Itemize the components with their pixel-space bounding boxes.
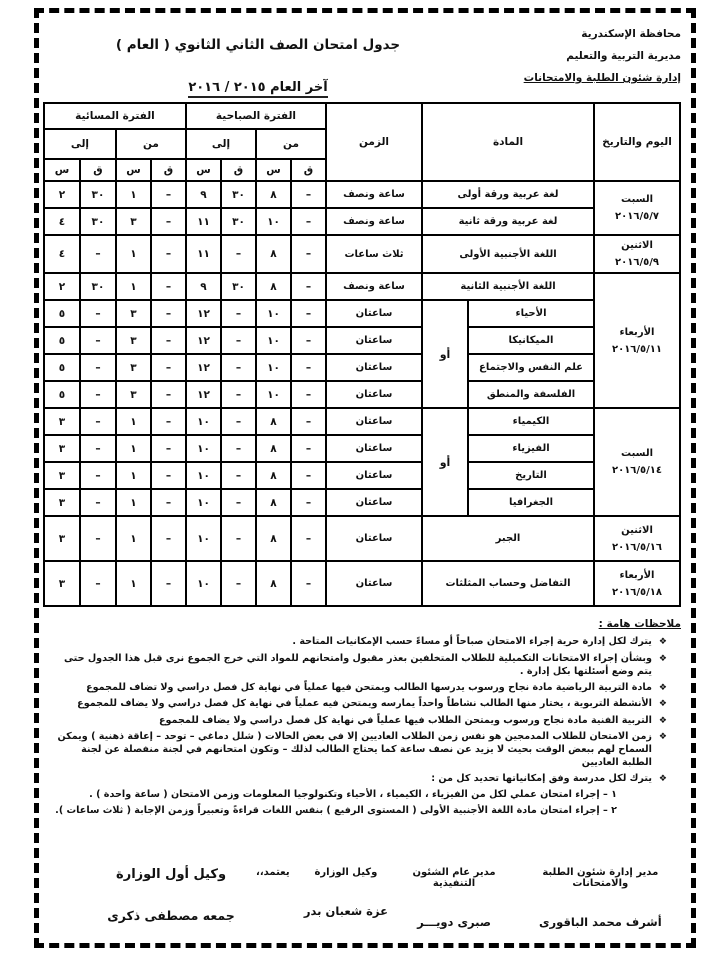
day-name: الاثنين xyxy=(621,524,653,536)
col-header-evening-from: من xyxy=(116,129,186,159)
time-cell: – xyxy=(151,561,186,606)
col-header-minutes: ق xyxy=(221,159,256,181)
time-cell: ١ xyxy=(116,235,151,273)
table-row xyxy=(44,300,680,327)
subject-cell: علم النفس والاجتماع xyxy=(468,354,594,381)
time-cell: ٤ xyxy=(44,235,80,273)
time-cell: – xyxy=(80,462,116,489)
diamond-bullet-icon: ❖ xyxy=(658,773,667,784)
time-cell: ٣ xyxy=(116,381,151,408)
subject-cell: التفاضل وحساب المثلثات xyxy=(422,561,594,606)
time-cell: ٨ xyxy=(256,408,291,435)
table-row xyxy=(44,208,680,235)
day-name: الأربعاء xyxy=(619,569,655,581)
time-cell: ٣ xyxy=(116,327,151,354)
time-cell: ٨ xyxy=(256,181,291,208)
duration-cell: ساعتان xyxy=(326,462,422,489)
time-cell: ٨ xyxy=(256,516,291,561)
time-cell: – xyxy=(80,516,116,561)
time-cell: – xyxy=(221,354,256,381)
time-cell: ٥ xyxy=(44,354,80,381)
time-cell: – xyxy=(291,235,326,273)
duration-cell: ساعتان xyxy=(326,561,422,606)
time-cell: – xyxy=(80,300,116,327)
table-row xyxy=(44,408,680,435)
time-cell: – xyxy=(80,408,116,435)
time-cell: ٣ xyxy=(116,300,151,327)
time-cell: ١٠ xyxy=(186,489,221,516)
day-name: الأربعاء xyxy=(619,326,655,338)
letterhead-administration: إدارة شئون الطلبة والامتحانات xyxy=(523,72,681,85)
time-cell: – xyxy=(151,489,186,516)
duration-cell: ساعتان xyxy=(326,381,422,408)
day-date: ٢٠١٦/٥/١١ xyxy=(611,343,663,355)
note-item xyxy=(49,653,667,679)
time-cell: ٣٠ xyxy=(221,181,256,208)
time-cell: ١٠ xyxy=(186,462,221,489)
subject-cell: الكيمياء xyxy=(468,408,594,435)
or-cell: أو xyxy=(422,408,468,516)
day-cell xyxy=(594,516,680,561)
signature-name: جمعه مصطفى ذكرى xyxy=(107,908,235,923)
diamond-bullet-icon: ❖ xyxy=(658,637,667,648)
time-cell: ٣ xyxy=(116,354,151,381)
col-header-morning-from: من xyxy=(256,129,326,159)
diamond-bullet-icon: ❖ xyxy=(658,715,667,726)
subject-cell: اللغة الأجنبية الثانية xyxy=(422,273,594,300)
time-cell: – xyxy=(291,354,326,381)
subject-cell: الفلسفة والمنطق xyxy=(468,381,594,408)
time-cell: – xyxy=(151,273,186,300)
signature-title: مدير عام الشئون التنفيذية xyxy=(412,867,496,889)
time-cell: – xyxy=(80,327,116,354)
duration-cell: ساعتان xyxy=(326,489,422,516)
col-header-morning-period: الفترة الصباحية xyxy=(186,103,326,129)
table-row xyxy=(44,435,680,462)
day-date: ٢٠١٦/٥/١٦ xyxy=(611,541,663,553)
document-header xyxy=(47,23,681,98)
table-row xyxy=(44,273,680,300)
time-cell: ٣٠ xyxy=(80,181,116,208)
time-cell: – xyxy=(221,489,256,516)
subject-cell: لغة عربية ورقة أولى xyxy=(422,181,594,208)
subject-cell: الفيزياء xyxy=(468,435,594,462)
day-date: ٢٠١٦/٥/٧ xyxy=(615,211,659,222)
time-cell: ١٢ xyxy=(186,354,221,381)
day-cell xyxy=(594,408,680,516)
time-cell: ١٢ xyxy=(186,300,221,327)
col-header-hours: س xyxy=(186,159,221,181)
signature-name: صبرى دويـــر xyxy=(417,915,491,929)
time-cell: – xyxy=(291,435,326,462)
time-cell: ١١ xyxy=(186,235,221,273)
time-cell: ٤ xyxy=(44,208,80,235)
time-cell: ١٠ xyxy=(186,561,221,606)
time-cell: ٨ xyxy=(256,489,291,516)
time-cell: ١ xyxy=(116,408,151,435)
time-cell: ٣ xyxy=(116,208,151,235)
time-cell: ١ xyxy=(116,489,151,516)
time-cell: ١٠ xyxy=(186,516,221,561)
time-cell: – xyxy=(151,381,186,408)
subject-cell: التاريخ xyxy=(468,462,594,489)
time-cell: ١ xyxy=(116,273,151,300)
note-text: وبشأن إجراء الامتحانات التكميلية للطلاب المتخلفين بعذر مقبول وامتحانهم للمواد التي خرج الجموع نرى قبل هذا الجدول حتى يتم وضع أسئلتها بكل إدارة . xyxy=(63,652,652,677)
time-cell: ٢ xyxy=(44,273,80,300)
day-cell xyxy=(594,181,680,235)
page-subtitle: آخر العام ٢٠١٥ / ٢٠١٦ xyxy=(188,80,327,98)
time-cell: – xyxy=(291,381,326,408)
col-header-subject: المادة xyxy=(422,103,594,181)
duration-cell: ساعتان xyxy=(326,435,422,462)
time-cell: ١١ xyxy=(186,208,221,235)
time-cell: ٨ xyxy=(256,235,291,273)
time-cell: ١٠ xyxy=(186,435,221,462)
col-header-evening-period: الفترة المسائية xyxy=(44,103,186,129)
time-cell: ١ xyxy=(116,462,151,489)
time-cell: ١٠ xyxy=(186,408,221,435)
note-item xyxy=(49,636,667,650)
subject-cell: اللغة الأجنبية الأولى xyxy=(422,235,594,273)
table-row xyxy=(44,354,680,381)
time-cell: ٩ xyxy=(186,273,221,300)
time-cell: ٣ xyxy=(44,516,80,561)
time-cell: ١٠ xyxy=(256,208,291,235)
day-name: الاثنين xyxy=(621,240,653,251)
col-header-minutes: ق xyxy=(291,159,326,181)
title-block xyxy=(47,23,469,98)
note-text: يترك لكل إدارة حرية إجراء الامتحان صباحاً أو مساءً حسب الإمكانيات المتاحة . xyxy=(292,636,652,648)
note-text: التربية الفنية مادة نجاح ورسوب ويمتحن الطلاب فيها عملياً في نهاية كل فصل دراسي ولا يضاف للمجموع xyxy=(158,714,652,726)
duration-cell: ثلاث ساعات xyxy=(326,235,422,273)
time-cell: ٣ xyxy=(44,462,80,489)
col-header-minutes: ق xyxy=(80,159,116,181)
signature-first-undersecretary xyxy=(98,867,244,929)
time-cell: – xyxy=(291,561,326,606)
signatures-section xyxy=(47,867,683,929)
col-header-duration: الزمن xyxy=(326,103,422,181)
document-page xyxy=(34,8,696,948)
note-item xyxy=(49,715,667,729)
day-date: ٢٠١٦/٥/١٨ xyxy=(611,586,663,598)
letterhead-directorate: مديرية التربية والتعليم xyxy=(566,50,681,63)
signature-title: وكيل أول الوزارة xyxy=(116,867,227,882)
signature-exams-director xyxy=(518,867,683,929)
duration-cell: ساعتان xyxy=(326,354,422,381)
signature-title: وكيل الوزارة xyxy=(314,867,378,878)
time-cell: – xyxy=(151,300,186,327)
subject-cell: لغة عربية ورقة ثانية xyxy=(422,208,594,235)
table-row xyxy=(44,235,680,273)
time-cell: – xyxy=(80,381,116,408)
day-date: ٢٠١٦/٥/١٤ xyxy=(611,465,663,476)
time-cell: ١ xyxy=(116,561,151,606)
time-cell: – xyxy=(221,408,256,435)
time-cell: – xyxy=(291,327,326,354)
time-cell: ١ xyxy=(116,435,151,462)
time-cell: – xyxy=(151,516,186,561)
table-row xyxy=(44,516,680,561)
time-cell: – xyxy=(291,300,326,327)
table-row xyxy=(44,181,680,208)
signature-approval xyxy=(244,867,301,929)
time-cell: ٥ xyxy=(44,300,80,327)
time-cell: – xyxy=(80,235,116,273)
col-header-day-date: اليوم والتاريخ xyxy=(594,103,680,181)
table-row xyxy=(44,489,680,516)
time-cell: ٣٠ xyxy=(221,273,256,300)
time-cell: ٣٠ xyxy=(80,273,116,300)
page-title: جدول امتحان الصف الثاني الثانوي ( العام ) xyxy=(115,37,401,53)
notes-heading: ملاحظات هامة : xyxy=(598,618,681,630)
duration-cell: ساعة ونصف xyxy=(326,181,422,208)
time-cell: ١ xyxy=(116,181,151,208)
subject-cell: الأحياء xyxy=(468,300,594,327)
day-date: ٢٠١٦/٥/٩ xyxy=(615,257,659,268)
time-cell: ٨ xyxy=(256,435,291,462)
time-cell: – xyxy=(221,516,256,561)
time-cell: – xyxy=(151,462,186,489)
duration-cell: ساعة ونصف xyxy=(326,273,422,300)
note-item xyxy=(49,698,667,712)
time-cell: – xyxy=(151,435,186,462)
note-text: يترك لكل مدرسة وفق إمكانياتها تحديد كل من : xyxy=(431,772,652,784)
note-item xyxy=(49,682,667,696)
signature-row xyxy=(47,867,683,929)
time-cell: ٩ xyxy=(186,181,221,208)
col-header-morning-to: إلى xyxy=(186,129,256,159)
col-header-hours: س xyxy=(116,159,151,181)
exam-schedule-table xyxy=(43,102,681,607)
time-cell: – xyxy=(291,408,326,435)
note-item xyxy=(49,773,667,787)
time-cell: – xyxy=(221,300,256,327)
time-cell: ١ xyxy=(116,516,151,561)
diamond-bullet-icon: ❖ xyxy=(658,682,667,693)
time-cell: – xyxy=(151,327,186,354)
diamond-bullet-icon: ❖ xyxy=(658,653,667,664)
time-cell: ١٢ xyxy=(186,381,221,408)
signature-title: مدير إدارة شئون الطلبة والامتحانات xyxy=(542,867,659,889)
time-cell: – xyxy=(291,489,326,516)
duration-cell: ساعتان xyxy=(326,408,422,435)
note-item xyxy=(49,731,667,770)
signature-title: يعتمد،، xyxy=(256,867,290,878)
notes-section xyxy=(47,617,681,818)
time-cell: ١٠ xyxy=(256,354,291,381)
note-sub-item: ١ – إجراء امتحان عملي لكل من الفيزياء ، الكيمياء ، الأحياء وتكنولوجيا المعلومات وزمن الامتحان ( ساعة واحدة ) . xyxy=(89,789,617,801)
duration-cell: ساعتان xyxy=(326,300,422,327)
time-cell: ٥ xyxy=(44,381,80,408)
time-cell: ٣ xyxy=(44,408,80,435)
note-sub-item: ٢ – إجراء امتحان مادة اللغة الأجنبية الأولى ( المستوى الرفيع ) بنفس اللغات قراءةً وتعبيراً وزمن الإجابة ( ثلاث ساعات ). xyxy=(55,805,617,817)
time-cell: – xyxy=(291,462,326,489)
day-cell xyxy=(594,273,680,408)
time-cell: ٣٠ xyxy=(221,208,256,235)
col-header-minutes: ق xyxy=(151,159,186,181)
subject-cell: الميكانيكا xyxy=(468,327,594,354)
time-cell: – xyxy=(221,381,256,408)
time-cell: – xyxy=(291,273,326,300)
table-row xyxy=(44,462,680,489)
col-header-hours: س xyxy=(44,159,80,181)
time-cell: – xyxy=(151,208,186,235)
time-cell: – xyxy=(151,235,186,273)
time-cell: ٢ xyxy=(44,181,80,208)
time-cell: ٥ xyxy=(44,327,80,354)
day-cell xyxy=(594,235,680,273)
note-text: زمن الامتحان للطلاب المدمجين هو نفس زمن الطلاب العاديين إلا في بعض الحالات ( شلل دماغي – توحد – إعاقة ذهنية ) ويمكن السماح لهم ببعض الوقت بحيث لا يزيد عن نصف ساعة كما يحتاج الطالب لذلك – وتكون امتحانهم في لجنة منفصلة عن لجنة الطلبة العاديين xyxy=(57,731,652,768)
time-cell: – xyxy=(221,235,256,273)
time-cell: ٣ xyxy=(44,435,80,462)
table-row xyxy=(44,561,680,606)
time-cell: ٨ xyxy=(256,273,291,300)
table-row xyxy=(44,327,680,354)
time-cell: – xyxy=(291,516,326,561)
time-cell: – xyxy=(80,489,116,516)
time-cell: ٣ xyxy=(44,489,80,516)
letterhead xyxy=(469,23,681,89)
duration-cell: ساعتان xyxy=(326,516,422,561)
time-cell: – xyxy=(221,435,256,462)
note-text: مادة التربية الرياضية مادة نجاح ورسوب يدرسها الطالب ويمتحن فيها عملياً في نهاية كل فصل دراسي ولا تضاف للمجموع xyxy=(86,681,652,693)
time-cell: – xyxy=(151,181,186,208)
time-cell: ٨ xyxy=(256,561,291,606)
day-name: السبت xyxy=(620,194,654,205)
time-cell: – xyxy=(151,354,186,381)
time-cell: – xyxy=(221,561,256,606)
time-cell: – xyxy=(80,435,116,462)
signature-undersecretary xyxy=(301,867,390,929)
time-cell: ٣٠ xyxy=(80,208,116,235)
time-cell: – xyxy=(151,408,186,435)
day-name: السبت xyxy=(620,448,654,459)
time-cell: ٣ xyxy=(44,561,80,606)
signature-name: أشرف محمد الباقورى xyxy=(538,915,662,929)
duration-cell: ساعة ونصف xyxy=(326,208,422,235)
signature-executive-director xyxy=(390,867,517,929)
duration-cell: ساعتان xyxy=(326,327,422,354)
diamond-bullet-icon: ❖ xyxy=(658,699,667,710)
time-cell: – xyxy=(80,354,116,381)
time-cell: ١٠ xyxy=(256,327,291,354)
subject-cell: الجغرافيا xyxy=(468,489,594,516)
time-cell: – xyxy=(221,327,256,354)
time-cell: – xyxy=(221,462,256,489)
time-cell: ٨ xyxy=(256,462,291,489)
time-cell: ١٠ xyxy=(256,300,291,327)
time-cell: – xyxy=(291,208,326,235)
letterhead-governorate: محافظة الإسكندرية xyxy=(581,28,681,40)
diamond-bullet-icon: ❖ xyxy=(658,732,667,743)
col-header-hours: س xyxy=(256,159,291,181)
time-cell: ١٠ xyxy=(256,381,291,408)
table-row xyxy=(44,381,680,408)
signature-name: عزة شعبان بدر xyxy=(303,904,388,918)
subject-cell: الجبر xyxy=(422,516,594,561)
note-text: الأنشطة التربوية ، يختار منها الطالب نشاطاً واحداً يمارسه ويمتحن فيه عملياً في نهاية كل فصل دراسي ولا يضاف للمجموع xyxy=(77,698,652,710)
day-cell xyxy=(594,561,680,606)
col-header-evening-to: إلى xyxy=(44,129,116,159)
time-cell: – xyxy=(291,181,326,208)
time-cell: – xyxy=(80,561,116,606)
time-cell: ١٢ xyxy=(186,327,221,354)
or-cell: أو xyxy=(422,300,468,408)
